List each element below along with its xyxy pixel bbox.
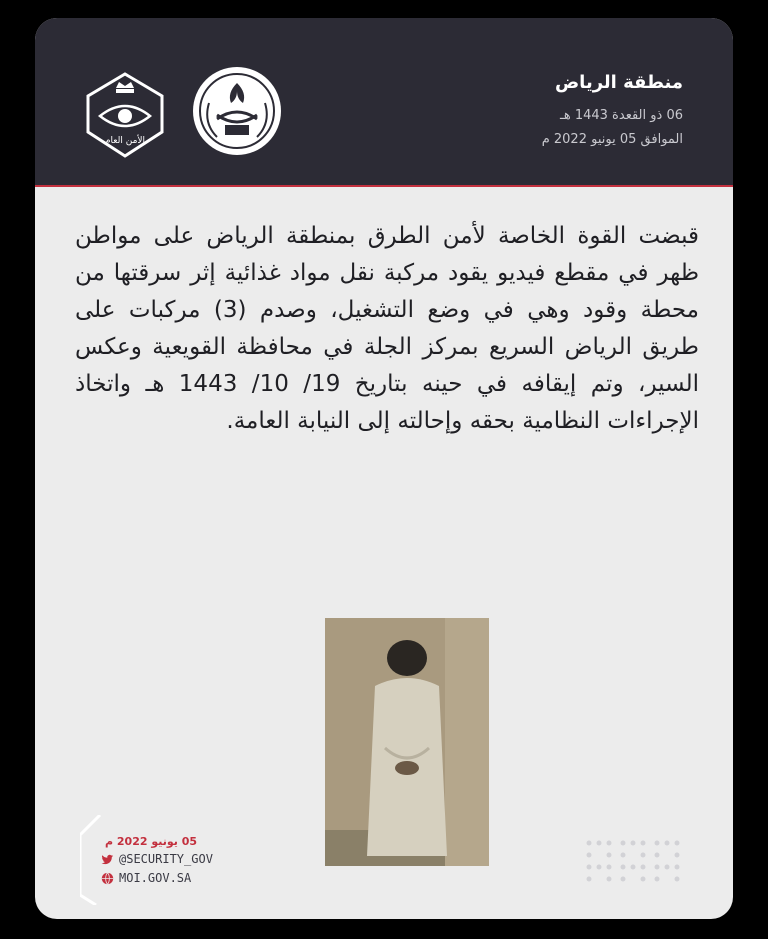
hijri-date: 06 ذو القعدة 1443 هـ	[560, 108, 683, 123]
footer-twitter[interactable]	[101, 852, 213, 866]
decorative-dots	[583, 837, 691, 889]
ministry-of-interior-emblem	[189, 63, 285, 159]
announcement-text: قبضت القوة الخاصة لأمن الطرق بمنطقة الرياض على مواطن ظهر في مقطع فيديو يقود مركبة نقل مواد غذائية إثر سرقتها من محطة وقود وهي في وضع التشغيل، وصدم (3) مركبات على طريق الرياض السريع بمركز الجلة في محافظة القويعية وعكس السير، وتم إيقافه في حينه بتاريخ 19/ 10/ 1443 هـ واتخاذ الإجراءات النظامية بحقه وإحالته إلى النيابة العامة.	[75, 223, 700, 434]
news-card	[35, 18, 733, 919]
twitter-icon	[101, 853, 114, 866]
footer-website[interactable]	[101, 871, 191, 885]
suspect-photo	[325, 618, 489, 866]
twitter-handle: @SECURITY_GOV	[119, 852, 213, 866]
region-title: منطقة الرياض	[554, 72, 683, 93]
footer-date: 05 يونيو 2022 م	[105, 835, 198, 848]
public-security-logo	[80, 70, 170, 160]
header-divider	[35, 185, 733, 187]
public-security-logo-text: الأمن العام	[104, 136, 146, 146]
website-url: MOI.GOV.SA	[119, 871, 192, 885]
card-header	[35, 18, 733, 185]
globe-icon	[101, 872, 114, 885]
gregorian-date: الموافق 05 يونيو 2022 م	[541, 132, 683, 147]
